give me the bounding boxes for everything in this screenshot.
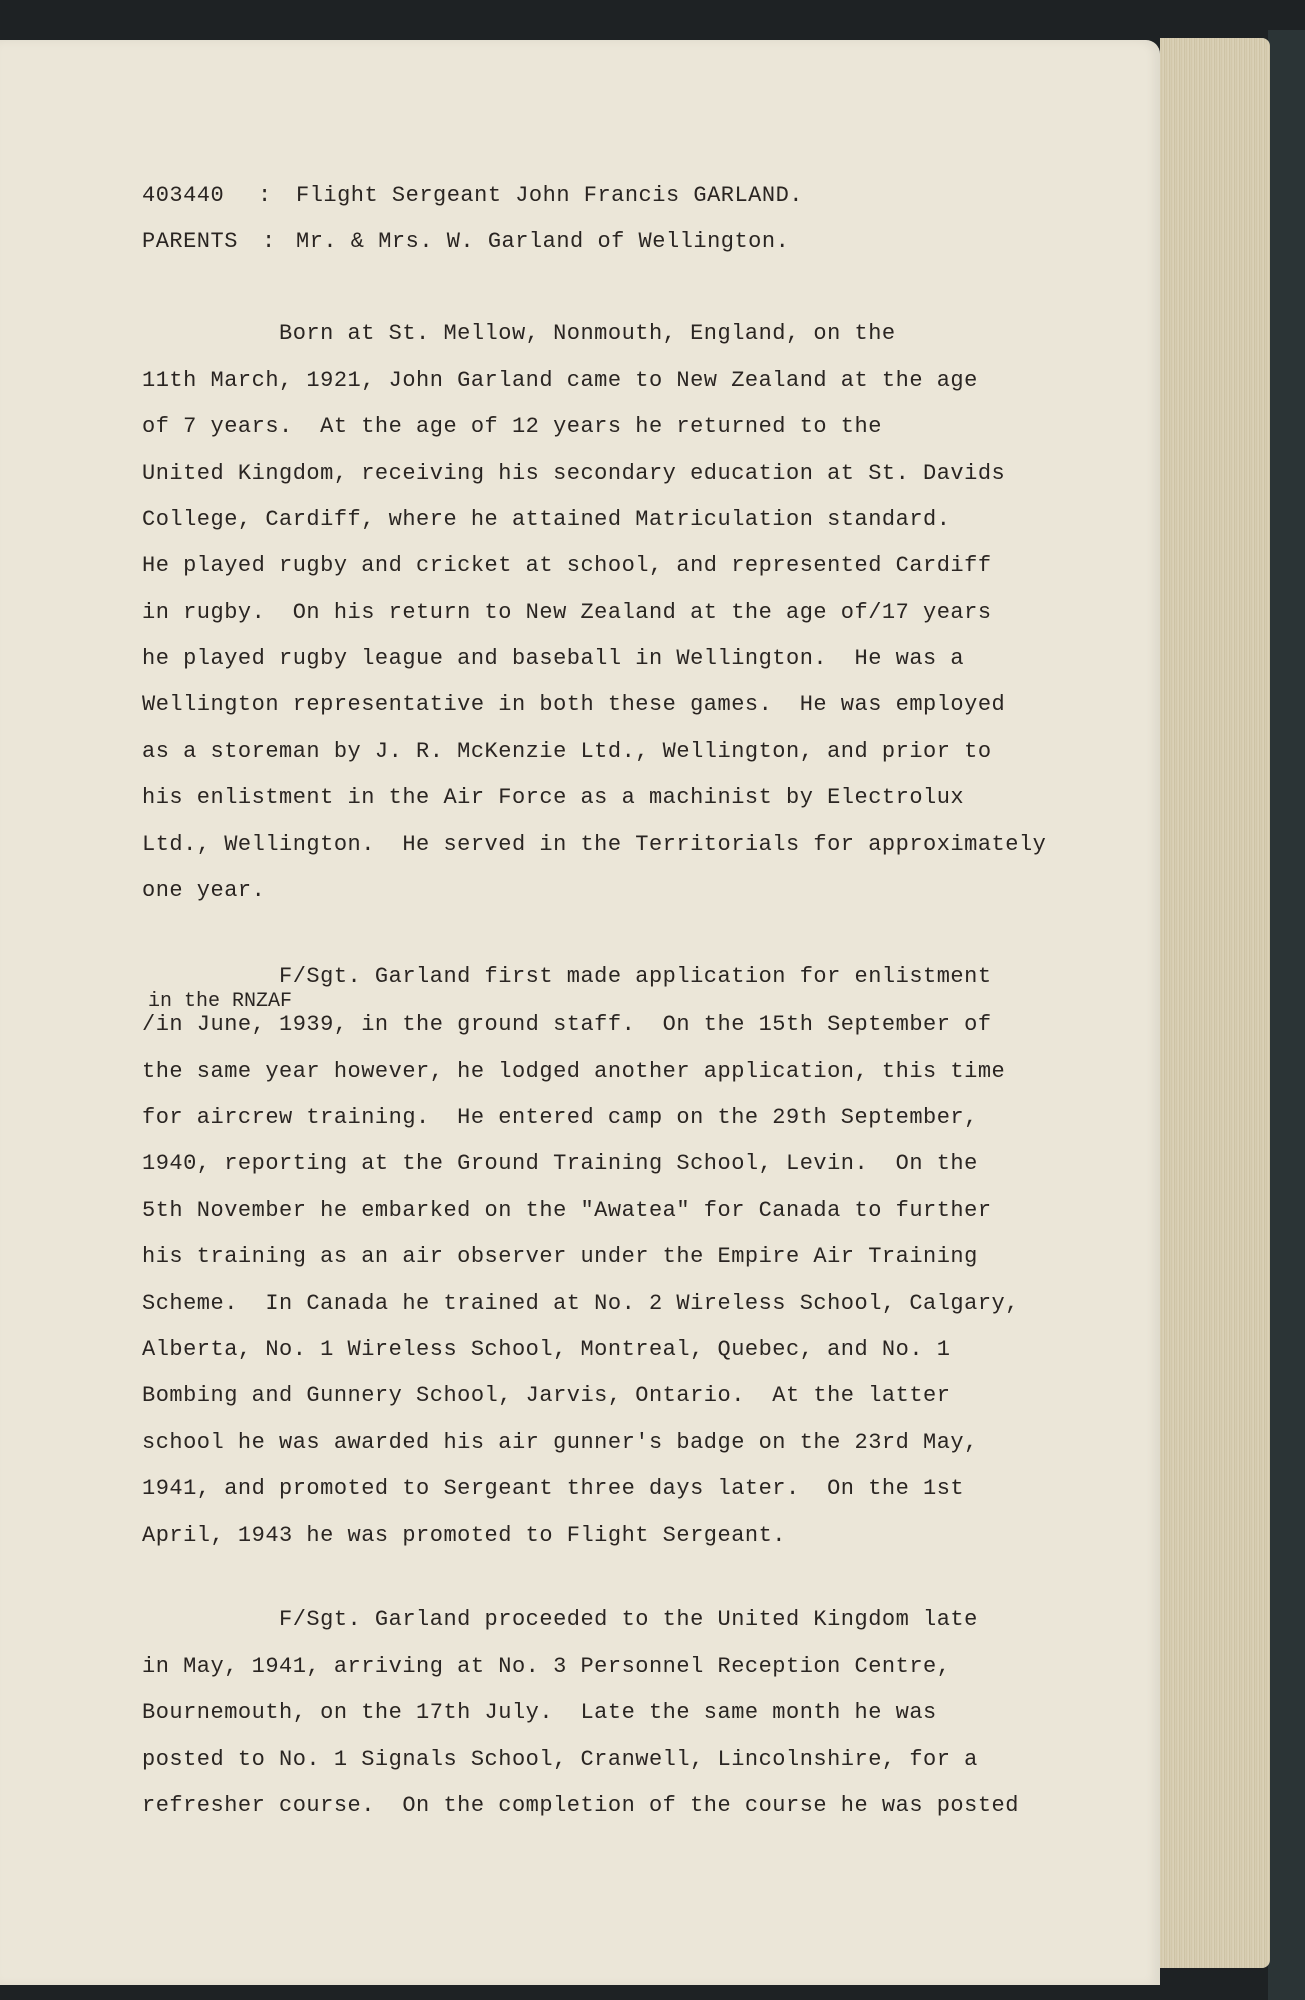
text-line: April, 1943 he was promoted to Flight Sergeant. <box>142 1523 787 1548</box>
text-line: the same year however, he lodged another application, this time <box>142 1059 1006 1084</box>
text-line: 11th March, 1921, John Garland came to New Zealand at the age <box>142 368 978 393</box>
text-line: Ltd., Wellington. He served in the Territorials for approximately <box>142 832 1047 857</box>
text-line: 5th November he embarked on the "Awatea" for Canada to further <box>142 1198 992 1223</box>
document-page <box>0 40 1160 1985</box>
text-line: school he was awarded his air gunner's badge on the 23rd May, <box>142 1430 978 1455</box>
text-line: as a storeman by J. R. McKenzie Ltd., Wellington, and prior to <box>142 739 992 764</box>
text-line: United Kingdom, receiving his secondary education at St. Davids <box>142 461 1006 486</box>
text-line: of 7 years. At the age of 12 years he returned to the <box>142 414 882 439</box>
service-number: 403440 <box>142 183 225 208</box>
text-line: he played rugby league and baseball in Wellington. He was a <box>142 646 965 671</box>
text-line: one year. <box>142 878 266 903</box>
text-line: his enlistment in the Air Force as a machinist by Electrolux <box>142 785 965 810</box>
text-line: /in June, 1939, in the ground staff. On the 15th September of <box>142 1012 992 1037</box>
text-line: Scheme. In Canada he trained at No. 2 Wireless School, Calgary, <box>142 1291 1019 1316</box>
text-line: Bombing and Gunnery School, Jarvis, Ontario. At the latter <box>142 1383 951 1408</box>
text-line: College, Cardiff, where he attained Matriculation standard. <box>142 507 951 532</box>
book-cover <box>1268 30 1305 2000</box>
header-separator: : <box>258 183 272 208</box>
text-line: his training as an air observer under the Empire Air Training <box>142 1244 978 1269</box>
text-line: Born at St. Mellow, Nonmouth, England, on the <box>142 321 896 346</box>
text-line: F/Sgt. Garland first made application for enlistment <box>142 964 992 989</box>
airman-name: Flight Sergeant John Francis GARLAND. <box>296 183 803 208</box>
text-line: refresher course. On the completion of the course he was posted <box>142 1793 1019 1818</box>
text-line: F/Sgt. Garland proceeded to the United Kingdom late <box>142 1607 978 1632</box>
text-line: Bournemouth, on the 17th July. Late the same month he was <box>142 1700 937 1725</box>
text-line: posted to No. 1 Signals School, Cranwell, Lincolnshire, for a <box>142 1747 978 1772</box>
parents-separator: : <box>262 229 276 254</box>
text-line: in rugby. On his return to New Zealand at the age of/17 years <box>142 600 992 625</box>
text-line: in May, 1941, arriving at No. 3 Personnel Reception Centre, <box>142 1654 951 1679</box>
text-line: Wellington representative in both these games. He was employed <box>142 692 1006 717</box>
page-edges <box>1160 38 1270 1968</box>
text-line: for aircrew training. He entered camp on the 29th September, <box>142 1105 978 1130</box>
text-line: He played rugby and cricket at school, and represented Cardiff <box>142 553 992 578</box>
text-line: Alberta, No. 1 Wireless School, Montreal, Quebec, and No. 1 <box>142 1337 951 1362</box>
text-line: 1940, reporting at the Ground Training School, Levin. On the <box>142 1151 978 1176</box>
parents-value: Mr. & Mrs. W. Garland of Wellington. <box>296 229 790 254</box>
parents-label: PARENTS <box>142 229 238 254</box>
text-line: 1941, and promoted to Sergeant three days later. On the 1st <box>142 1476 965 1501</box>
handwritten-insertion: in the RNZAF <box>148 990 293 1013</box>
